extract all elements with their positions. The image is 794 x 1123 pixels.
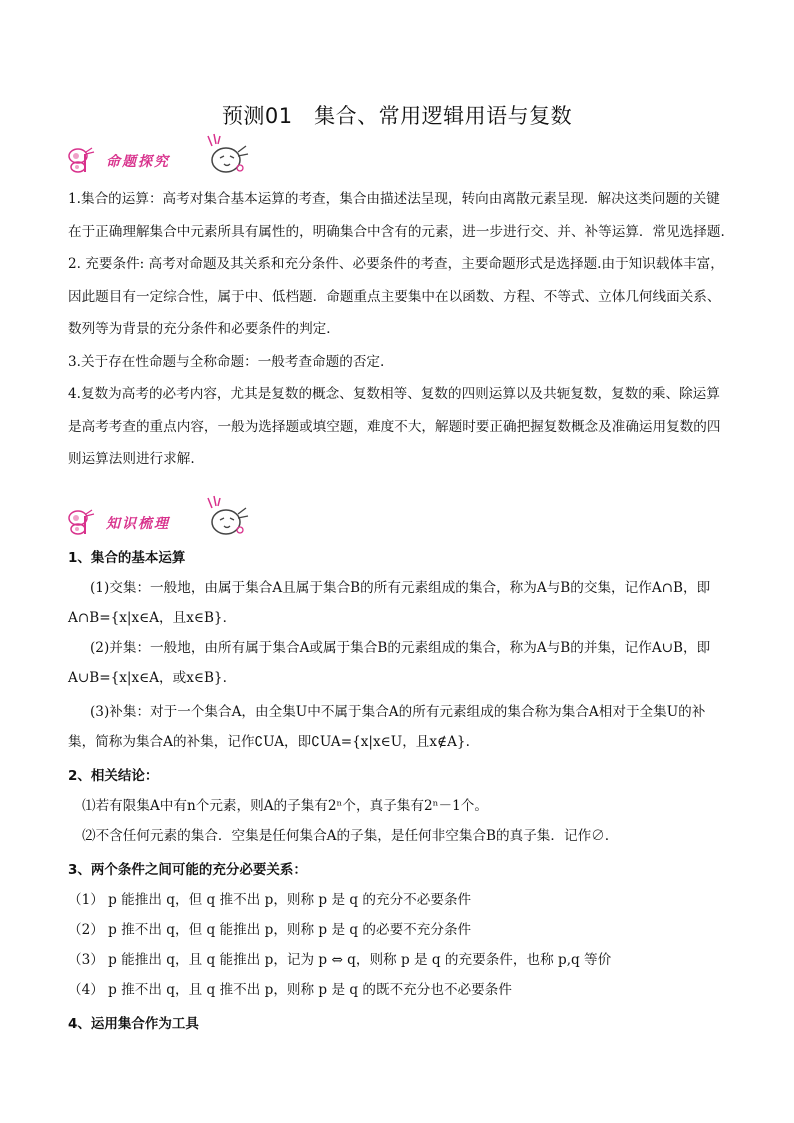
- bunny-doodle-icon: [200, 494, 250, 540]
- paragraph: (3)补集：对于一个集合A，由全集U中不属于集合A的所有元素组成的集合称为集合A相对于全集U的补集，简称为集合A的补集，记作∁UA，即∁UA={x|x∈U，且x∉A}.: [68, 704, 706, 750]
- butterfly-icon: [68, 508, 102, 538]
- section-banner-mingti: [68, 140, 268, 188]
- section2-body: [68, 543, 728, 1039]
- list-item: （4） p 推不出 q，且 q 推不出 p，则称 p 是 q 的既不充分也不必要条件: [68, 982, 512, 998]
- heading-sets-as-tool: 4、运用集合作为工具: [68, 1016, 199, 1032]
- section1-body: [68, 183, 728, 476]
- bunny-doodle-icon: [200, 132, 250, 178]
- paragraph: ⑴若有限集A中有n个元素，则A的子集有2ⁿ个，真子集有2ⁿ－1个。: [82, 798, 488, 814]
- paragraph: 1.集合的运算：高考对集合基本运算的考查，集合由描述法呈现，转向由离散元素呈现．解决这类问题的关键在于正确理解集合中元素所具有属性的，明确集合中含有的元素，进一步进行交、并、补等运算．常见选择题.: [68, 191, 725, 240]
- paragraph: ⑵不含任何元素的集合．空集是任何集合A的子集，是任何非空集合B的真子集．记作∅.: [82, 828, 610, 844]
- paragraph: (1)交集：一般地，由属于集合A且属于集合B的所有元素组成的集合，称为A与B的交集，记作A∩B，即A∩B={x|x∈A，且x∈B}．: [68, 580, 711, 626]
- heading-set-operations: 1、集合的基本运算: [68, 550, 186, 566]
- butterfly-icon: [68, 146, 102, 176]
- list-item: （1） p 能推出 q，但 q 推不出 p，则称 p 是 q 的充分不必要条件: [68, 892, 472, 908]
- heading-related-conclusions: 2、相关结论：: [68, 768, 159, 784]
- paragraph: 2. 充要条件: 高考对命题及其关系和充分条件、必要条件的考查，主要命题形式是选择题.由于知识载体丰富，因此题目有一定综合性，属于中、低档题．命题重点主要集中在以函数、方程、不等式、立体几何线面关系、数列等为背景的充分条件和必要条件的判定．: [68, 256, 724, 337]
- banner-label: 命题探究: [106, 154, 170, 170]
- paragraph: 4.复数为高考的必考内容，尤其是复数的概念、复数相等、复数的四则运算以及共轭复数，复数的乘、除运算是高考考查的重点内容，一般为选择题或填空题，难度不大，解题时要正确把握复数概念及准确运用复数的四则运算法则进行求解.: [68, 386, 721, 467]
- paragraph: 3.关于存在性命题与全称命题：一般考查命题的否定.: [68, 353, 385, 370]
- list-item: （3） p 能推出 q，且 q 能推出 p，记为 p ⇔ q，则称 p 是 q 的充要条件，也称 p,q 等价: [68, 952, 612, 968]
- page-title: 预测01 集合、常用逻辑用语与复数: [221, 104, 573, 128]
- heading-sufficient-necessary: 3、两个条件之间可能的充分必要关系：: [68, 862, 307, 878]
- banner-label: 知识梳理: [106, 516, 170, 532]
- paragraph: (2)并集：一般地，由所有属于集合A或属于集合B的元素组成的集合，称为A与B的并集，记作A∪B，即A∪B={x|x∈A，或x∈B}.: [68, 640, 711, 686]
- list-item: （2） p 推不出 q，但 q 能推出 p，则称 p 是 q 的必要不充分条件: [68, 922, 472, 938]
